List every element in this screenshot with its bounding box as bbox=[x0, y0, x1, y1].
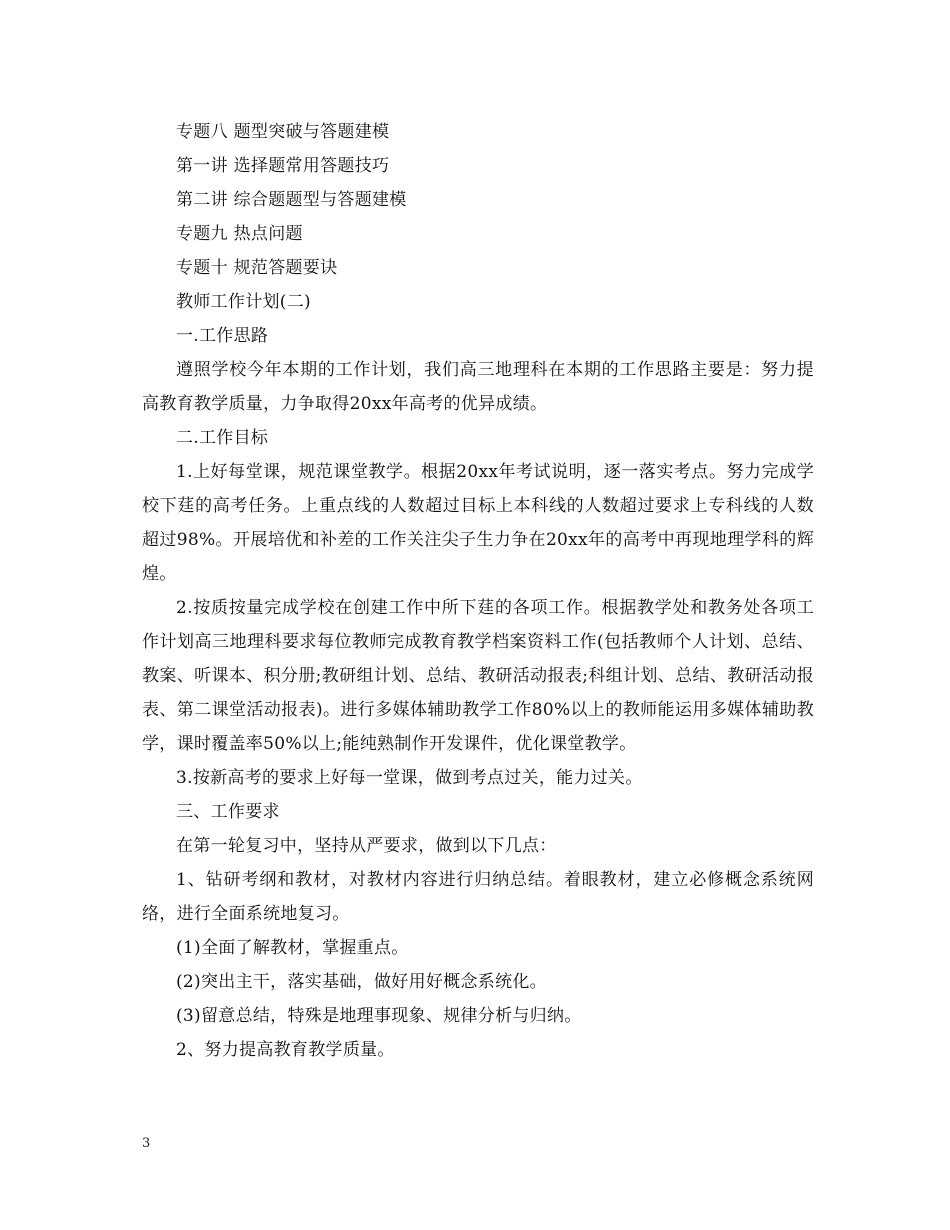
paragraph-goal-3: 3.按新高考的要求上好每一堂课，做到考点过关，能力过关。 bbox=[176, 768, 643, 788]
list-item-requirement-1-3: (3)留意总结，特殊是地理事现象、规律分析与归纳。 bbox=[176, 1006, 582, 1026]
heading-lecture-1: 第一讲 选择题常用答题技巧 bbox=[176, 156, 390, 176]
section-heading-work-requirements: 三、工作要求 bbox=[176, 802, 280, 822]
list-item-requirement-1-1: (1)全面了解教材，掌握重点。 bbox=[176, 938, 409, 958]
page-number: 3 bbox=[142, 1136, 151, 1151]
paragraph-requirement-1: 1、钻研考纲和教材，对教材内容进行归纳总结。着眼教材，建立必修概念系统网络，进行全面系统地复习。 bbox=[142, 870, 814, 924]
paragraph-work-approach: 遵照学校今年本期的工作计划，我们高三地理科在本期的工作思路主要是：努力提高教育教学质量，力争取得20xx年高考的优异成绩。 bbox=[142, 360, 814, 414]
list-item-requirement-1-2: (2)突出主干，落实基础，做好用好概念系统化。 bbox=[176, 972, 547, 992]
heading-topic-10: 专题十 规范答题要诀 bbox=[176, 258, 338, 278]
heading-topic-9: 专题九 热点问题 bbox=[176, 224, 303, 244]
heading-topic-8: 专题八 题型突破与答题建模 bbox=[176, 122, 390, 142]
paragraph-requirement-2: 2、努力提高教育教学质量。 bbox=[176, 1040, 395, 1060]
paragraph-goal-1: 1.上好每堂课，规范课堂教学。根据20xx年考试说明，逐一落实考点。努力完成学校下莛的高考任务。上重点线的人数超过目标上本科线的人数超过要求上专科线的人数超过98%。开展培优和补差的工作关注尖子生力争在20xx年的高考中再现地理学科的辉煌。 bbox=[142, 462, 814, 584]
heading-lecture-2: 第二讲 综合题题型与答题建模 bbox=[176, 190, 407, 210]
paragraph-goal-2: 2.按质按量完成学校在创建工作中所下莛的各项工作。根据教学处和教务处各项工作计划高三地理科要求每位教师完成教育教学档案资料工作(包括教师个人计划、总结、教案、听课本、积分册;教研组计划、总结、教研活动报表;科组计划、总结、教研活动报表、第二课堂活动报表)。进行多媒体辅助教学工作80%以上的教师能运用多媒体辅助教学，课时覆盖率50%以上;能纯熟制作开发课件，优化课堂教学。 bbox=[142, 598, 814, 754]
section-heading-work-approach: 一.工作思路 bbox=[176, 326, 269, 346]
section-title-plan-2: 教师工作计划(二) bbox=[176, 292, 311, 312]
paragraph-requirements-intro: 在第一轮复习中，坚持从严要求，做到以下几点： bbox=[176, 836, 557, 856]
section-heading-work-goals: 二.工作目标 bbox=[176, 428, 269, 448]
document-body bbox=[142, 115, 814, 1067]
